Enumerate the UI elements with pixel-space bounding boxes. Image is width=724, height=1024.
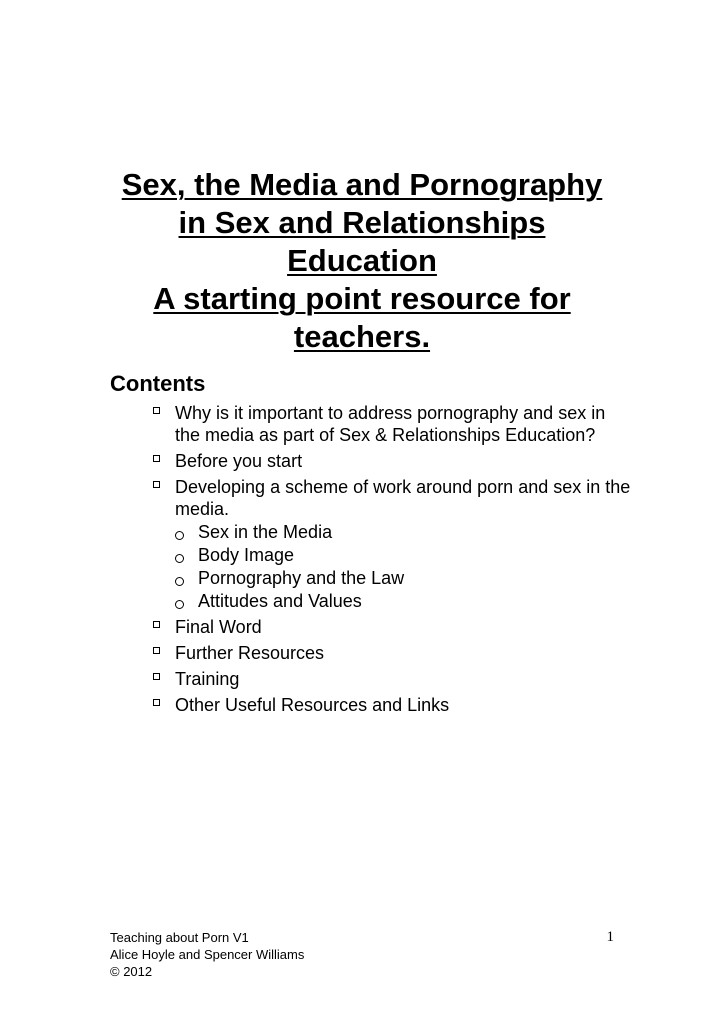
title-line: Sex, the Media and Pornography (121, 167, 603, 202)
sublist-item-label: Pornography and the Law (198, 568, 405, 588)
square-bullet-icon (153, 621, 160, 628)
square-bullet-icon (153, 455, 160, 462)
sublist-item-label: Attitudes and Values (198, 591, 362, 611)
list-item-label: Developing a scheme of work around porn and sex in the media. (175, 477, 631, 519)
circle-bullet-icon (175, 531, 184, 540)
square-bullet-icon (153, 699, 160, 706)
footer-authors: Alice Hoyle and Spencer Williams (110, 947, 305, 962)
list-item (152, 476, 632, 612)
title-line: in Sex and Relationships (178, 205, 546, 240)
list-item-label: Final Word (175, 617, 262, 637)
list-item (152, 668, 632, 690)
square-bullet-icon (153, 647, 160, 654)
circle-bullet-icon (175, 554, 184, 563)
sublist-item (175, 590, 632, 612)
title-line: teachers. (293, 319, 431, 354)
circle-bullet-icon (175, 600, 184, 609)
page-number: 1 (606, 929, 614, 945)
square-bullet-icon (153, 673, 160, 680)
sublist-item-label: Sex in the Media (198, 522, 333, 542)
footer-copyright: © 2012 (110, 964, 153, 979)
sublist-item-label: Body Image (198, 545, 295, 565)
list-item-label: Before you start (175, 451, 303, 471)
contents-sublist (175, 521, 632, 612)
list-item-label: Other Useful Resources and Links (175, 695, 450, 715)
sublist-item (175, 544, 632, 566)
contents-list (152, 402, 632, 720)
document-title (90, 166, 634, 356)
title-line: A starting point resource for (153, 281, 571, 316)
circle-bullet-icon (175, 577, 184, 586)
list-item-label: Why is it important to address pornography and sex in the media as part of Sex & Relationships Education? (175, 403, 606, 445)
sublist-item (175, 567, 632, 589)
list-item (152, 694, 632, 716)
list-item (152, 642, 632, 664)
sublist-item (175, 521, 632, 543)
contents-heading: Contents (110, 371, 206, 396)
square-bullet-icon (153, 481, 160, 488)
footer-doc-name: Teaching about Porn V1 (110, 930, 249, 945)
page-footer (110, 929, 614, 980)
list-item (152, 450, 632, 472)
square-bullet-icon (153, 407, 160, 414)
list-item-label: Training (175, 669, 240, 689)
list-item-label: Further Resources (175, 643, 325, 663)
list-item (152, 402, 632, 446)
title-line: Education (287, 243, 437, 278)
list-item (152, 616, 632, 638)
